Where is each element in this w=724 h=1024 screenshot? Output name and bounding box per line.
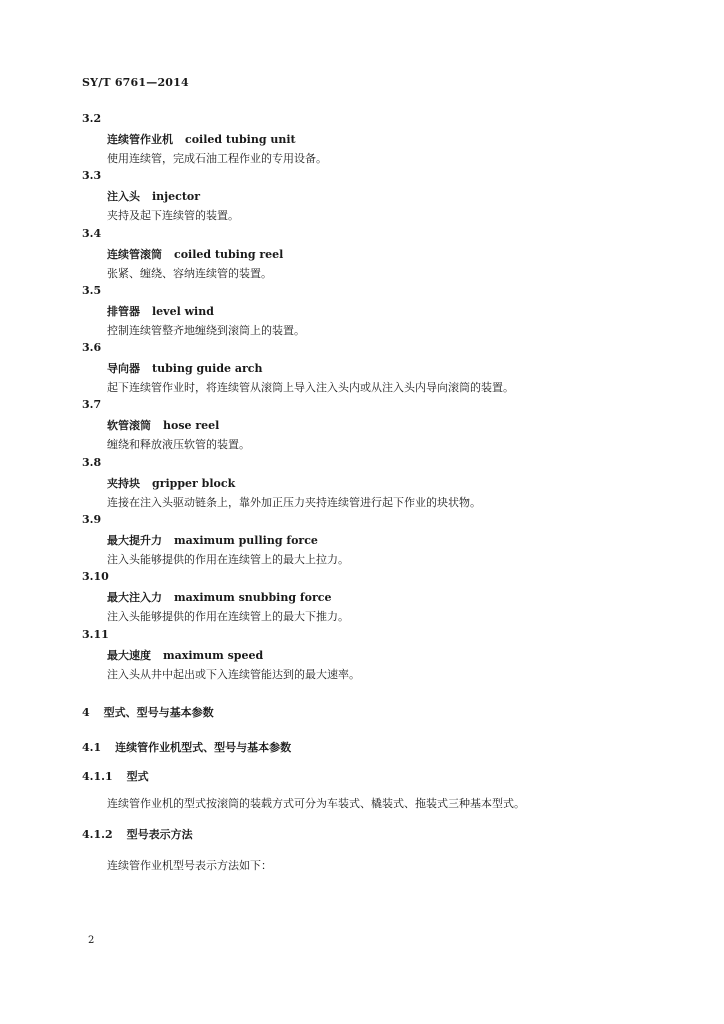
definition-entry xyxy=(82,169,642,226)
definition-description: 控制连续管整齐地缠绕到滚筒上的装置。 xyxy=(107,323,305,337)
definition-description: 夹持及起下连续管的装置。 xyxy=(107,209,239,223)
definition-number: 3.3 xyxy=(82,169,102,183)
definition-number: 3.10 xyxy=(82,570,109,584)
term-english: injector xyxy=(152,190,201,204)
chapter-title: 型式、型号与基本参数 xyxy=(103,706,214,719)
term-chinese: 最大注入力 xyxy=(107,591,162,605)
subsection-title: 型号表示方法 xyxy=(126,828,193,841)
definition-term xyxy=(107,360,262,376)
definition-description: 注入头从井中起出或下入连续管能达到的最大速率。 xyxy=(107,667,360,681)
definition-number: 3.5 xyxy=(82,283,102,297)
definition-term xyxy=(107,188,200,204)
definition-entry xyxy=(82,456,642,513)
definition-entry xyxy=(82,513,642,570)
definition-number: 3.7 xyxy=(82,398,102,412)
paragraph-type-text: 连续管作业机的型式按滚筒的装载方式可分为车装式、橇装式、拖装式三种基本型式。 xyxy=(107,797,525,810)
definition-number: 3.9 xyxy=(82,513,102,527)
term-english: level wind xyxy=(152,304,214,318)
definition-number: 3.6 xyxy=(82,341,102,355)
section-number: 4.1 xyxy=(82,741,102,754)
definition-description: 张紧、缠绕、容纳连续管的装置。 xyxy=(107,266,272,280)
definition-entry xyxy=(82,227,642,284)
term-chinese: 最大速度 xyxy=(107,648,151,662)
paragraph-model-text: 连续管作业机型号表示方法如下： xyxy=(107,859,272,872)
term-english: maximum pulling force xyxy=(174,534,318,548)
term-english: tubing guide arch xyxy=(152,362,263,376)
definition-entry xyxy=(82,570,642,627)
definition-entry xyxy=(82,284,642,341)
term-english: maximum snubbing force xyxy=(174,591,332,605)
subsection-heading-model xyxy=(82,826,193,842)
definition-number: 3.11 xyxy=(82,627,109,641)
definition-description: 使用连续管，完成石油工程作业的专用设备。 xyxy=(107,152,327,165)
term-chinese: 软管滚筒 xyxy=(107,419,151,433)
definition-description: 注入头能够提供的作用在连续管上的最大下推力。 xyxy=(107,610,349,624)
section-title: 连续管作业机型式、型号与基本参数 xyxy=(115,741,292,754)
definition-term xyxy=(107,532,318,548)
term-chinese: 最大提升力 xyxy=(107,534,162,548)
definition-term xyxy=(107,131,296,147)
definition-term xyxy=(107,246,283,262)
term-chinese: 连续管作业机 xyxy=(107,133,173,146)
definition-entry xyxy=(82,112,642,169)
definition-description: 缠绕和释放液压软管的装置。 xyxy=(107,438,250,452)
subsection-number: 4.1.1 xyxy=(82,770,113,783)
standard-code-header: SY/T 6761—2014 xyxy=(82,76,189,89)
definition-description: 注入头能够提供的作用在连续管上的最大上拉力。 xyxy=(107,553,349,567)
chapter-number: 4 xyxy=(82,706,90,719)
definition-description: 起下连续管作业时，将连续管从滚筒上导入注入头内或从注入头内导向滚筒的装置。 xyxy=(107,381,514,395)
subsection-heading-type xyxy=(82,768,149,784)
definition-entry xyxy=(82,628,642,685)
term-english: coiled tubing unit xyxy=(185,133,296,146)
definition-number: 3.8 xyxy=(82,455,102,469)
definition-description: 连接在注入头驱动链条上，靠外加正压力夹持连续管进行起下作业的块状物。 xyxy=(107,495,481,509)
definition-number: 3.2 xyxy=(82,112,102,125)
definition-term xyxy=(107,417,219,433)
definition-term xyxy=(107,589,331,605)
term-english: maximum speed xyxy=(163,648,264,662)
term-chinese: 排管器 xyxy=(107,304,140,318)
term-english: coiled tubing reel xyxy=(174,247,284,261)
definitions-list xyxy=(82,112,642,685)
definition-entry xyxy=(82,341,642,398)
definition-number: 3.4 xyxy=(82,226,102,240)
definition-term xyxy=(107,647,263,663)
subsection-number: 4.1.2 xyxy=(82,828,113,841)
page-number: 2 xyxy=(88,935,95,946)
term-chinese: 夹持块 xyxy=(107,476,140,490)
term-english: hose reel xyxy=(163,419,220,433)
definition-entry xyxy=(82,398,642,455)
term-chinese: 导向器 xyxy=(107,362,140,376)
section-heading xyxy=(82,739,291,755)
definition-term xyxy=(107,303,214,319)
term-chinese: 连续管滚筒 xyxy=(107,247,162,261)
term-chinese: 注入头 xyxy=(107,190,140,204)
subsection-title: 型式 xyxy=(126,770,149,783)
definition-term xyxy=(107,475,235,491)
term-english: gripper block xyxy=(152,476,236,490)
chapter-heading xyxy=(82,704,214,720)
